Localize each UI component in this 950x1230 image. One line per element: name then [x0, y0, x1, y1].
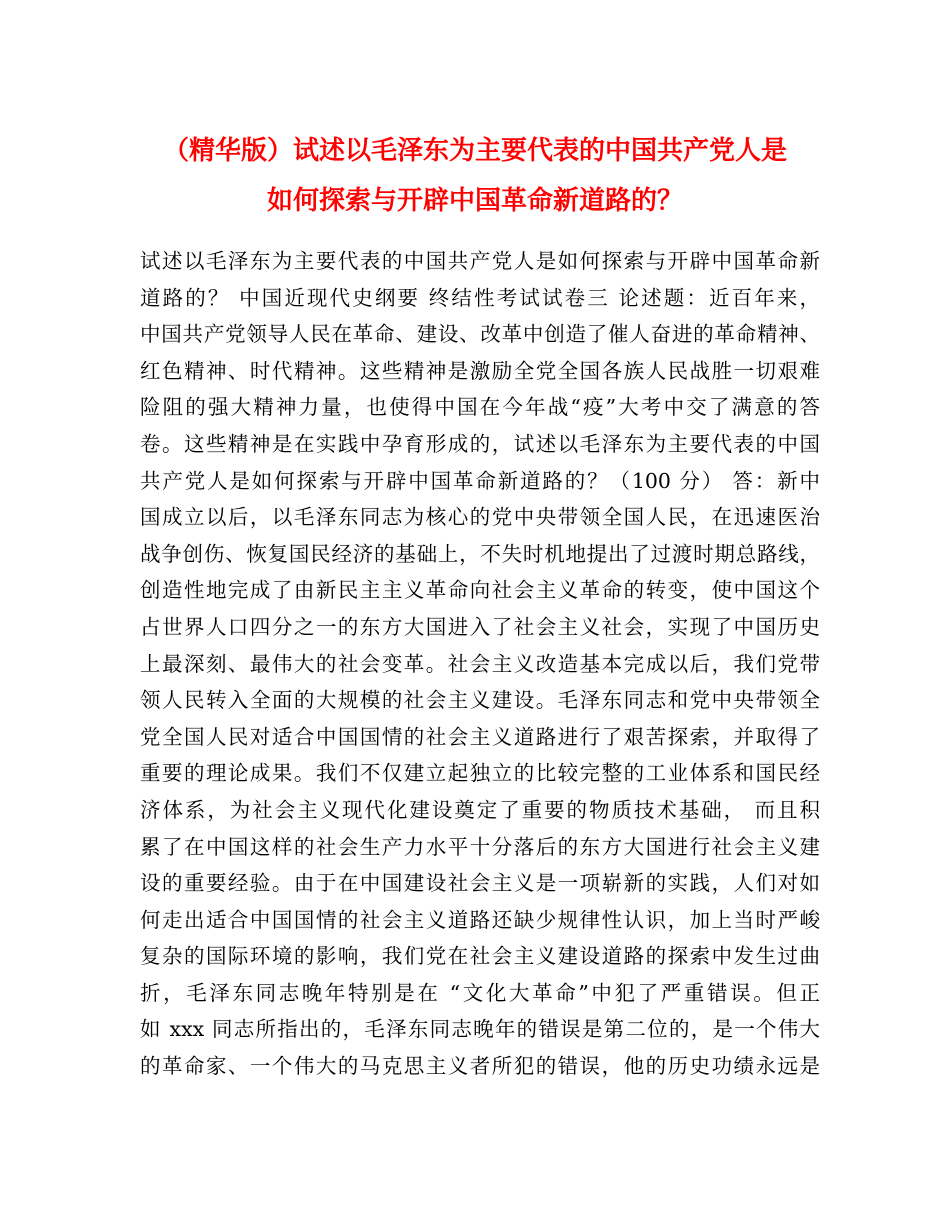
body-line: 共产党人是如何探索与开辟中国革命新道路的？（100 分） 答：新中 [140, 468, 820, 493]
body-line: 累了在中国这样的社会生产力水平十分落后的东方大国进行社会主义建 [140, 834, 820, 859]
body-line: 的革命家、一个伟大的马克思主义者所犯的错误，他的历史功绩永远是 [140, 1054, 820, 1079]
body-line: 党全国人民对适合中国国情的社会主义道路进行了艰苦探索，并取得了 [140, 724, 820, 749]
document-title [100, 126, 850, 226]
body-line: 折，毛泽东同志晚年特别是在 “文化大革命”中犯了严重错误。但正 [140, 980, 820, 1005]
body-line: 试述以毛泽东为主要代表的中国共产党人是如何探索与开辟中国革命新 [140, 249, 820, 273]
title-line-2: 如何探索与开辟中国革命新道路的？ [266, 186, 683, 216]
body-line: 复杂的国际环境的影响，我们党在社会主义建设道路的探索中发生过曲 [140, 944, 820, 969]
body-line: 上最深刻、最伟大的社会变革。社会主义改造基本完成以后，我们党带 [140, 651, 820, 676]
body-line: 重要的理论成果。我们不仅建立起独立的比较完整的工业体系和国民经 [140, 761, 820, 786]
title-line-1: （精华版）试述以毛泽东为主要代表的中国共产党人是 [162, 136, 787, 166]
body-line: 占世界人口四分之一的东方大国进入了社会主义社会，实现了中国历史 [140, 614, 820, 639]
body-line: 领人民转入全面的大规模的社会主义建设。毛泽东同志和党中央带领全 [140, 688, 820, 713]
body-line: 创造性地完成了由新民主主义革命向社会主义革命的转变，使中国这个 [140, 578, 820, 603]
body-line: 战争创伤、恢复国民经济的基础上，不失时机地提出了过渡时期总路线， [140, 541, 820, 566]
body-line: 中国共产党领导人民在革命、建设、改革中创造了催人奋进的革命精神、 [140, 322, 820, 347]
body-line: 如 xxx 同志所指出的，毛泽东同志晚年的错误是第二位的，是一个伟大 [140, 1017, 820, 1042]
body-line: 卷。这些精神是在实践中孕育形成的，试述以毛泽东为主要代表的中国 [140, 431, 820, 456]
body-line: 国成立以后，以毛泽东同志为核心的党中央带领全国人民，在迅速医治 [140, 505, 820, 530]
body-line: 险阻的强大精神力量，也使得中国在今年战“疫”大考中交了满意的答 [140, 395, 820, 420]
document-body [140, 243, 820, 1085]
body-line: 何走出适合中国国情的社会主义道路还缺少规律性认识，加上当时严峻 [140, 907, 820, 932]
body-line: 济体系，为社会主义现代化建设奠定了重要的物质技术基础， 而且积 [140, 797, 820, 822]
body-line: 道路的？ 中国近现代史纲要 终结性考试试卷三 论述题：近百年来， [140, 285, 820, 310]
body-line: 设的重要经验。由于在中国建设社会主义是一项崭新的实践，人们对如 [140, 871, 820, 896]
body-line: 红色精神、时代精神。这些精神是激励全党全国各族人民战胜一切艰难 [140, 358, 820, 383]
